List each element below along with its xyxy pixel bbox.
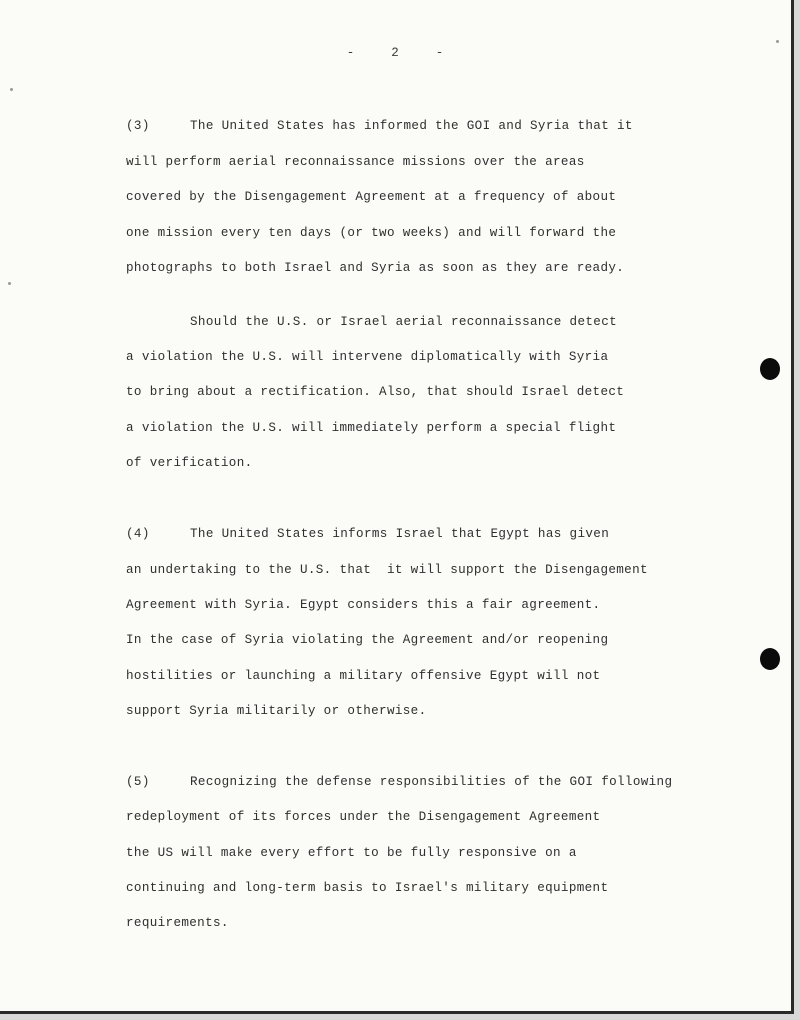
- paragraph-line: of verification.: [126, 456, 253, 470]
- paragraph-line: redeployment of its forces under the Disengagement Agreement: [126, 810, 601, 824]
- paragraph-line: photographs to both Israel and Syria as soon as they are ready.: [126, 261, 625, 275]
- paragraph-marker: (5): [126, 775, 150, 789]
- paragraph-line: (4) The United States informs Israel that Egypt has given: [126, 527, 610, 541]
- page-number-left-dash: -: [346, 46, 356, 60]
- paragraph-line: a violation the U.S. will immediately perform a special flight: [126, 421, 617, 435]
- punch-hole: [760, 358, 780, 380]
- punch-hole: [760, 648, 780, 670]
- page-number-right-dash: -: [435, 46, 445, 60]
- scan-speck: [776, 40, 779, 43]
- paragraph-line: Should the U.S. or Israel aerial reconnaissance detect: [190, 315, 618, 329]
- paragraph-line: In the case of Syria violating the Agreement and/or reopening: [126, 633, 609, 647]
- paragraph-line: covered by the Disengagement Agreement at a frequency of about: [126, 190, 617, 204]
- paragraph-line: the US will make every effort to be fully responsive on a: [126, 846, 577, 860]
- paragraph-line: support Syria militarily or otherwise.: [126, 704, 427, 718]
- paragraph-marker: (4): [126, 527, 150, 541]
- page-number-value: 2: [391, 46, 400, 60]
- paragraph-line: to bring about a rectification. Also, that should Israel detect: [126, 385, 625, 399]
- scan-speck: [8, 282, 11, 285]
- page-number: [0, 46, 791, 60]
- paragraph-line: Agreement with Syria. Egypt considers this a fair agreement.: [126, 598, 601, 612]
- paragraph-line: (5) Recognizing the defense responsibilities of the GOI following: [126, 775, 673, 789]
- paragraph-line: hostilities or launching a military offensive Egypt will not: [126, 669, 601, 683]
- paragraph-line: (3) The United States has informed the GOI and Syria that it: [126, 119, 633, 133]
- paragraph-line: one mission every ten days (or two weeks) and will forward the: [126, 226, 617, 240]
- paragraph-line: requirements.: [126, 916, 229, 930]
- paragraph-line: an undertaking to the U.S. that it will support the Disengagement: [126, 563, 648, 577]
- paragraph-line: continuing and long-term basis to Israel's military equipment: [126, 881, 609, 895]
- paragraph-line: will perform aerial reconnaissance missions over the areas: [126, 155, 585, 169]
- paragraph-line: a violation the U.S. will intervene diplomatically with Syria: [126, 350, 609, 364]
- paragraph-marker: (3): [126, 119, 150, 133]
- scan-speck: [10, 88, 13, 91]
